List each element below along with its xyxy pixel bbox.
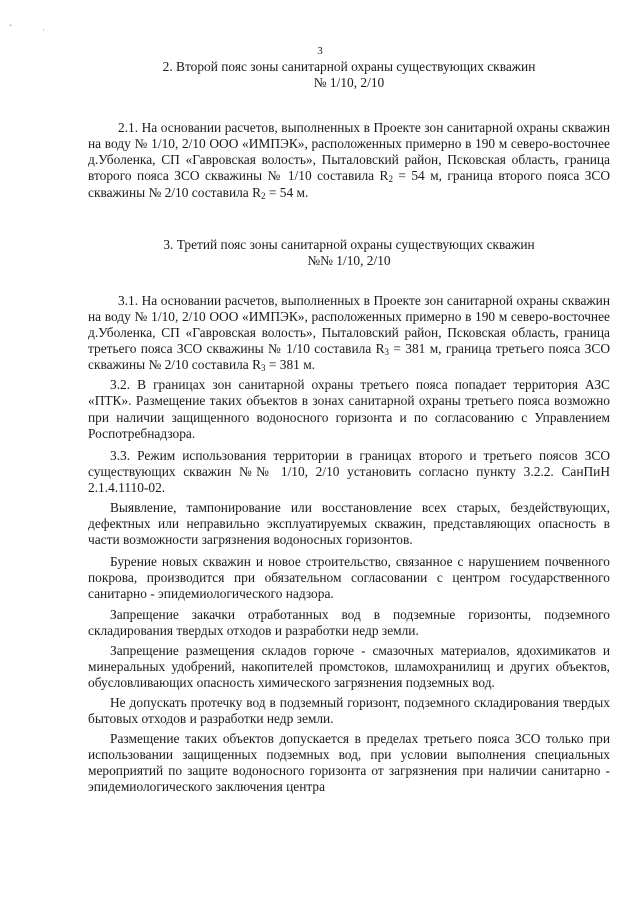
paragraph-2-1-text-a: 2.1. На основании расчетов, выполненных в Проекте зон санитарной охраны скважин на воду № 1/10, 2/10 ООО «ИМПЭК», расположенных примерно в 190 м северо-восточнее д.Уболенка, СП «Гавровская волость», Пыталовский район, Псковская область, граница второго пояса ЗСО скважины № 1/10 составила R xyxy=(88,120,610,184)
paragraph-3-1-text-b: = 381 м, граница третьего пояса ЗСО скважины № 2/10 составила R xyxy=(88,341,610,373)
paragraph-3-3: 3.3. Режим использования территории в границах второго и третьего поясов ЗСО существующих скважин №№ 1/10, 2/10 установить согласно пункту 3.2.2. СанПиН 2.1.4.1110-02. xyxy=(88,447,610,495)
paragraph-2-1 xyxy=(88,120,610,200)
paragraph-leak-ban: Не допускать протечку вод в подземный горизонт, подземного складирования твердых бытовых отходов и разработки недр земли. xyxy=(88,695,610,727)
paragraph-drilling: Бурение новых скважин и новое строительство, связанное с нарушением почвенного покрова, производится при обязательном согласовании с центром государственного санитарно - эпидемиологического надзора. xyxy=(88,554,610,602)
paragraph-3-1-text-a: 3.1. На основании расчетов, выполненных в Проекте зон санитарной охраны скважин на воду № 1/10, 2/10 ООО «ИМПЭК», расположенных примерно в 190 м северо-восточнее д.Уболенка, СП «Гавровская волость», Пыталовский район, Псковская область, граница третьего пояса ЗСО скважины № 1/10 составила R xyxy=(88,292,610,357)
radius-subscript: 2 xyxy=(261,190,266,201)
paragraph-detection: Выявление, тампонирование или восстановление всех старых, бездействующих, дефектных или неправильно эксплуатируемых скважин, представляющих опасность в части возможности загрязнения водоносных горизонтов. xyxy=(88,499,610,548)
paragraph-storage-ban: Запрещение размещения складов горюче - смазочных материалов, ядохимикатов и минеральных удобрений, накопителей промстоков, шламохранилищ и других объектов, обусловливающих опасность химического загрязнения подземных вод. xyxy=(88,642,610,690)
section-2-heading-line1: 2. Второй пояс зоны санитарной охраны существующих скважин xyxy=(162,59,536,74)
paragraph-3-1-text-c: = 381 м. xyxy=(265,357,316,373)
paragraph-3-1 xyxy=(88,293,610,373)
scan-artifact-mark: ˆ xyxy=(9,23,12,33)
page-number: 3 xyxy=(317,45,323,57)
radius-subscript: 2 xyxy=(388,174,393,185)
section-3-heading-line2: №№ 1/10, 2/10 xyxy=(307,252,391,268)
document-body xyxy=(88,59,610,796)
radius-subscript: 3 xyxy=(261,363,266,374)
section-2-heading-line2: № 1/10, 2/10 xyxy=(313,75,385,91)
section-2-heading xyxy=(88,59,610,91)
paragraph-3-2: 3.2. В границах зон санитарной охраны третьего пояса попадает территория АЗС «ПТК». Размещение таких объектов в зонах санитарной охраны третьего пояса возможно при наличии защищенного водоносного горизонта и по согласованию с Управлением Роспотребнадзора. xyxy=(88,377,610,441)
paragraph-placement: Размещение таких объектов допускается в пределах третьего пояса ЗСО только при использовании защищенных подземных вод, при условии выполнения специальных мероприятий по защите водоносного горизонта от загрязнения при наличии санитарно - эпидемиологического заключения центра xyxy=(88,731,610,795)
paragraph-2-1-text-b: = 54 м, граница второго пояса ЗСО скважины № 2/10 составила R xyxy=(88,168,610,200)
radius-subscript: 3 xyxy=(384,347,390,358)
section-3-heading-line1: 3. Третий пояс зоны санитарной охраны существующих скважин xyxy=(163,236,535,252)
paragraph-2-1-text-c: = 54 м. xyxy=(265,184,309,200)
paragraph-injection-ban: Запрещение закачки отработанных вод в подземные горизонты, подземного складирования твердых отходов и разработки недр земли. xyxy=(88,606,610,638)
section-3-heading xyxy=(88,237,610,269)
scan-artifact-mark: · xyxy=(42,25,45,35)
